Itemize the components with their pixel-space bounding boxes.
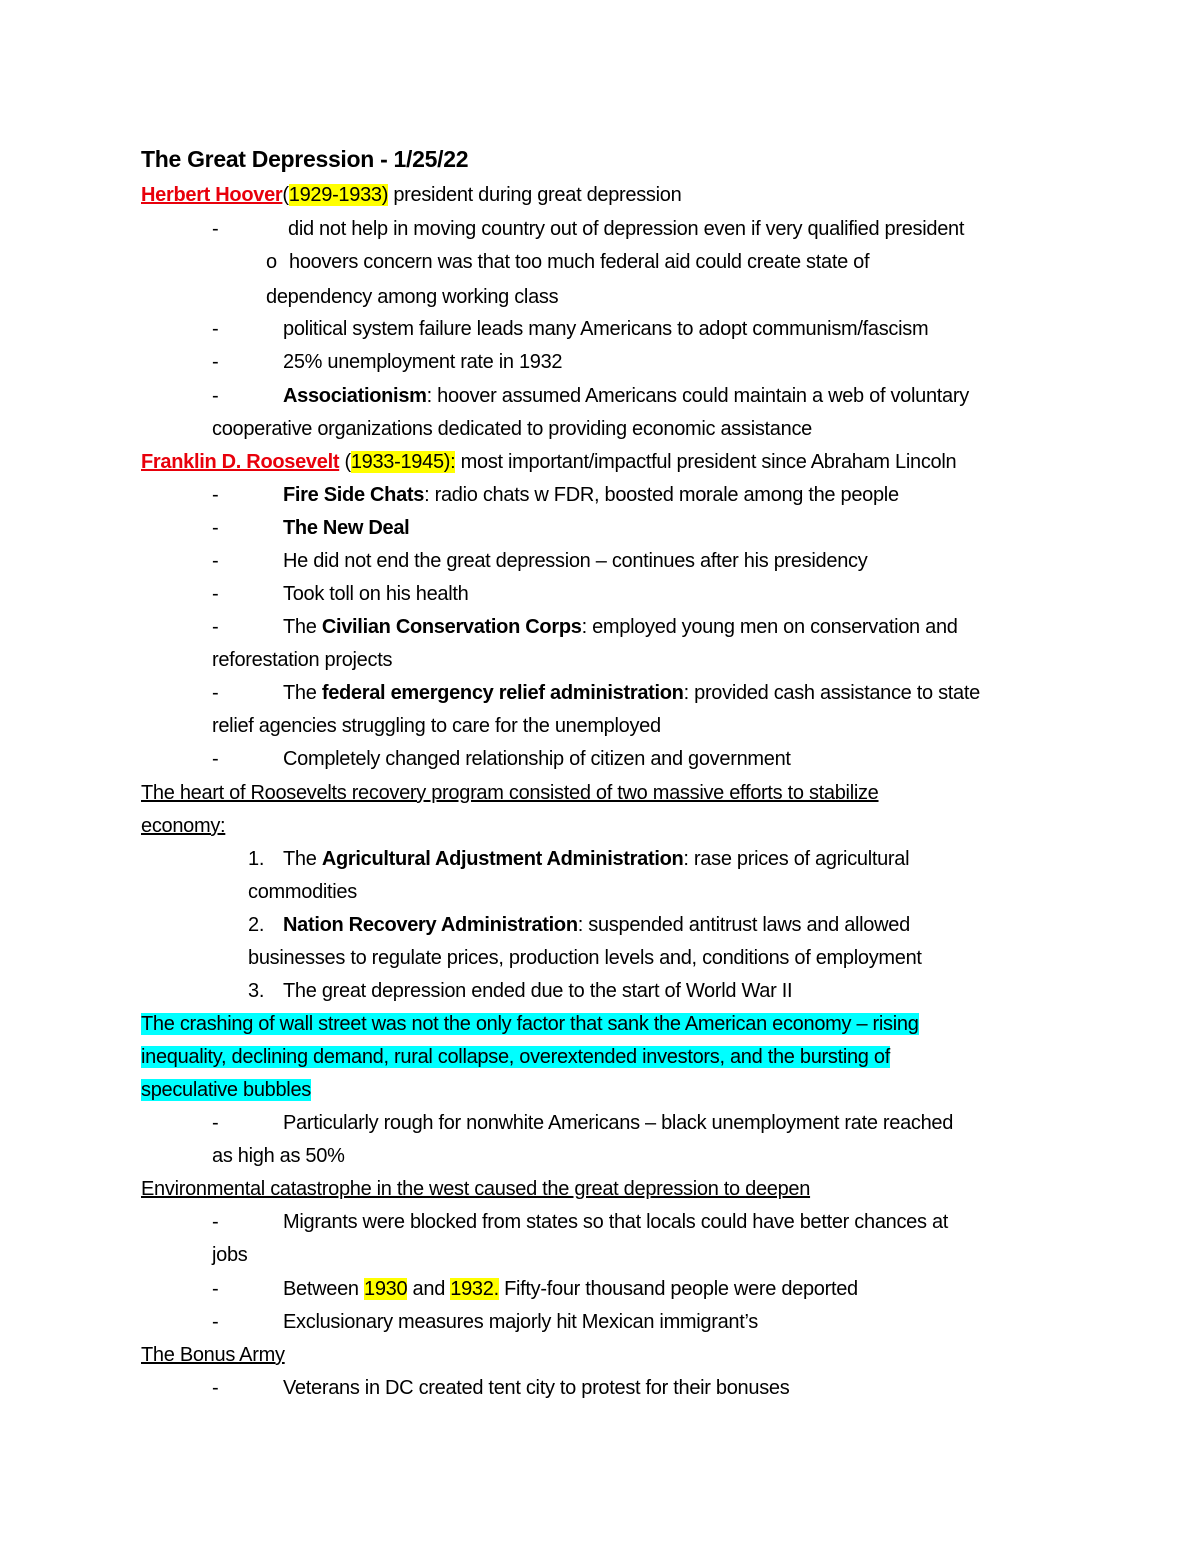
environment-bullet-1: Migrants were blocked from states so that locals could have better chances at bbox=[283, 1211, 949, 1233]
bullet-dash: - bbox=[212, 1278, 219, 1300]
bonus-heading: The Bonus Army bbox=[141, 1344, 285, 1366]
bullet-dash: - bbox=[212, 583, 219, 605]
highlight: speculative bubbles bbox=[141, 1079, 311, 1101]
hoover-bullet-4-cont: cooperative organizations dedicated to providing economic assistance bbox=[212, 418, 812, 440]
crash-bullet-1: Particularly rough for nonwhite Americans – black unemployment rate reached bbox=[283, 1112, 954, 1134]
fdr-bullet-4: Took toll on his health bbox=[283, 583, 469, 605]
environment-bullet-2 bbox=[283, 1276, 858, 1302]
sub-bullet-marker: o bbox=[266, 251, 277, 273]
term: Associationism bbox=[283, 385, 427, 407]
bullet-dash: - bbox=[212, 748, 219, 770]
recovery-item-1 bbox=[283, 846, 909, 872]
bullet-dash: - bbox=[212, 1112, 219, 1134]
fdr-bullet-6 bbox=[283, 680, 980, 706]
hoover-years: 1929-1933) bbox=[288, 184, 389, 206]
year-highlight: 1930 bbox=[364, 1278, 408, 1300]
paren: ( bbox=[339, 451, 351, 473]
text: The bbox=[283, 682, 322, 704]
list-number: 2. bbox=[248, 914, 265, 936]
text: : provided cash assistance to state bbox=[683, 682, 980, 704]
hoover-heading bbox=[141, 182, 681, 208]
year-highlight: 1932. bbox=[450, 1278, 499, 1300]
hoover-sub-bullet-cont: dependency among working class bbox=[266, 286, 559, 308]
crash-line-3 bbox=[141, 1077, 311, 1103]
hoover-name: Herbert Hoover bbox=[141, 184, 283, 206]
crash-line-2 bbox=[141, 1044, 890, 1070]
hoover-bullet-1: did not help in moving country out of depression even if very qualified president bbox=[288, 218, 965, 240]
term: Agricultural Adjustment Administration bbox=[321, 848, 684, 870]
bullet-dash: - bbox=[212, 1377, 219, 1399]
recovery-item-2-cont: businesses to regulate prices, production levels and, conditions of employment bbox=[248, 947, 922, 969]
bullet-dash: - bbox=[212, 1211, 219, 1233]
fdr-bullet-3: He did not end the great depression – continues after his presidency bbox=[283, 550, 868, 572]
fdr-desc: most important/impactful president since Abraham Lincoln bbox=[455, 451, 957, 473]
text: : suspended antitrust laws and allowed bbox=[577, 914, 910, 936]
environment-bullet-1-cont: jobs bbox=[212, 1244, 248, 1266]
environment-heading: Environmental catastrophe in the west caused the great depression to deepen bbox=[141, 1178, 811, 1200]
bullet-dash: - bbox=[212, 385, 219, 407]
text: : hoover assumed Americans could maintain a web of voluntary bbox=[426, 385, 969, 407]
recovery-heading-cont: economy: bbox=[141, 815, 226, 837]
term: Civilian Conservation Corps bbox=[321, 616, 582, 638]
fdr-years: 1933-1945): bbox=[350, 451, 456, 473]
highlight: inequality, declining demand, rural collapse, overextended investors, and the bursting of bbox=[141, 1046, 890, 1068]
recovery-item-1-cont: commodities bbox=[248, 881, 357, 903]
text: : employed young men on conservation and bbox=[581, 616, 958, 638]
bullet-dash: - bbox=[212, 616, 219, 638]
bullet-dash: - bbox=[212, 550, 219, 572]
bullet-dash: - bbox=[212, 318, 219, 340]
text: : radio chats w FDR, boosted morale among the people bbox=[424, 484, 899, 506]
bullet-dash: - bbox=[212, 517, 219, 539]
text: and bbox=[407, 1278, 451, 1300]
list-number: 1. bbox=[248, 848, 265, 870]
bullet-dash: - bbox=[212, 218, 219, 240]
text: Fifty-four thousand people were deported bbox=[498, 1278, 858, 1300]
crash-line-1 bbox=[141, 1011, 919, 1037]
crash-bullet-1-cont: as high as 50% bbox=[212, 1145, 345, 1167]
fdr-bullet-5-cont: reforestation projects bbox=[212, 649, 393, 671]
text: : rase prices of agricultural bbox=[683, 848, 910, 870]
hoover-bullet-3: 25% unemployment rate in 1932 bbox=[283, 351, 563, 373]
fdr-bullet-1 bbox=[283, 482, 899, 508]
fdr-bullet-6-cont: relief agencies struggling to care for the unemployed bbox=[212, 715, 661, 737]
term: federal emergency relief administration bbox=[321, 682, 684, 704]
highlight: The crashing of wall street was not the only factor that sank the American economy – rising bbox=[141, 1013, 919, 1035]
text: The bbox=[283, 848, 322, 870]
fdr-bullet-7: Completely changed relationship of citizen and government bbox=[283, 748, 791, 770]
text: Between bbox=[283, 1278, 364, 1300]
term: Fire Side Chats bbox=[283, 484, 425, 506]
paren: ( bbox=[282, 184, 289, 206]
bullet-dash: - bbox=[212, 484, 219, 506]
text: The bbox=[283, 616, 322, 638]
bullet-dash: - bbox=[212, 682, 219, 704]
environment-bullet-3: Exclusionary measures majorly hit Mexican immigrant’s bbox=[283, 1311, 758, 1333]
bonus-bullet-1: Veterans in DC created tent city to protest for their bonuses bbox=[283, 1377, 790, 1399]
fdr-heading bbox=[141, 449, 956, 475]
bullet-dash: - bbox=[212, 1311, 219, 1333]
hoover-sub-bullet: hoovers concern was that too much federal aid could create state of bbox=[289, 251, 870, 273]
recovery-heading: The heart of Roosevelts recovery program consisted of two massive efforts to stabilize bbox=[141, 782, 879, 804]
hoover-bullet-2: political system failure leads many Americans to adopt communism/fascism bbox=[283, 318, 929, 340]
fdr-bullet-2: The New Deal bbox=[283, 517, 410, 539]
list-number: 3. bbox=[248, 980, 265, 1002]
bullet-dash: - bbox=[212, 351, 219, 373]
fdr-bullet-5 bbox=[283, 614, 958, 640]
recovery-item-3: The great depression ended due to the start of World War II bbox=[283, 980, 793, 1002]
page-title: The Great Depression - 1/25/22 bbox=[141, 146, 469, 172]
term: Nation Recovery Administration bbox=[283, 914, 578, 936]
hoover-bullet-4 bbox=[283, 383, 969, 409]
fdr-name: Franklin D. Roosevelt bbox=[141, 451, 340, 473]
recovery-item-2 bbox=[283, 912, 910, 938]
hoover-desc: president during great depression bbox=[388, 184, 682, 206]
